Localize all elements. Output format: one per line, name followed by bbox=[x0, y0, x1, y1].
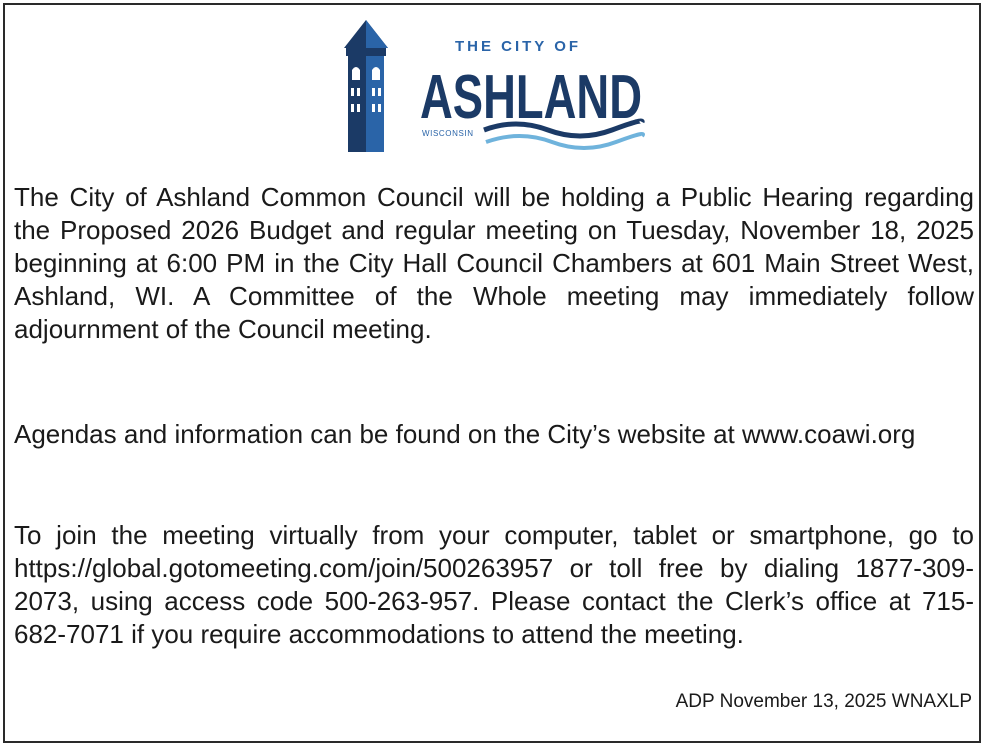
paragraph-agendas: Agendas and information can be found on the City’s website at www.coawi.org bbox=[14, 419, 916, 449]
clock-tower-icon bbox=[344, 20, 388, 152]
paragraph-virtual-access: To join the meeting virtually from your computer, tablet or smartphone, go to https://global.gotomeeting.com/join/500263957 or toll free by dialing 1877-309-2073, using access code 500-263-957. Please contact the Clerk’s office at 715-682-7071 if you require accommodations to attend the meeting. bbox=[14, 520, 974, 649]
publication-line: ADP November 13, 2025 WNAXLP bbox=[675, 691, 972, 712]
logo-top-line: THE CITY OF bbox=[454, 38, 582, 55]
logo-state: WISCONSIN bbox=[422, 129, 474, 138]
logo-city-name: ASHLAND bbox=[420, 63, 642, 132]
paragraph-meeting-announcement: The City of Ashland Common Council will be holding a Public Hearing regarding the Proposed 2026 Budget and regular meeting on Tuesday, November 18, 2025 beginning at 6:00 PM in the City Hall Council Chambers at 601 Main Street West, Ashland, WI. A Committee of the Whole meeting may immediately follow adjournment of the Council meeting. bbox=[14, 182, 974, 344]
city-of-ashland-logo bbox=[336, 18, 656, 158]
